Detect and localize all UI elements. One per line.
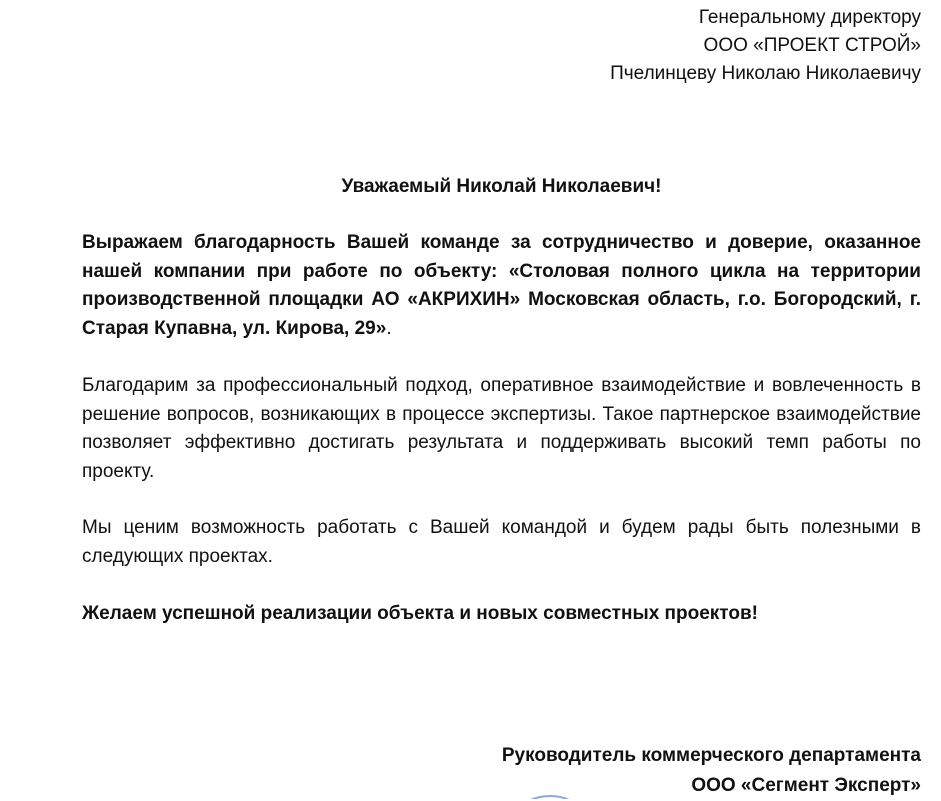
stamp-arc-icon bbox=[500, 788, 610, 799]
future-paragraph: Мы ценим возможность работать с Вашей командой и будем рады быть полезными в следующих проектах. bbox=[82, 517, 921, 567]
salutation: Уважаемый Николай Николаевич! bbox=[341, 176, 662, 197]
addressee-position: Генеральному директору bbox=[698, 7, 921, 28]
signer-position: Руководитель коммерческого департамента bbox=[501, 745, 921, 766]
gratitude-paragraph bbox=[82, 229, 921, 343]
gratitude-tail: . bbox=[386, 317, 392, 339]
addressee-name: Пчелинцеву Николаю Николаевичу bbox=[610, 63, 921, 84]
addressee-company: ООО «ПРОЕКТ СТРОЙ» bbox=[703, 35, 921, 56]
closing-wish: Желаем успешной реализации объекта и новых совместных проектов! bbox=[82, 603, 758, 624]
gratitude-bold-text: Выражаем благодарность Вашей команде за сотрудничество и доверие, оказанное нашей компании при работе по объекту: «Столовая полного цикла на территории производственной площадки АО «АКРИХИН» Московская область, г.о. Богородский, г. Старая Купавна, ул. Кирова, 29» bbox=[82, 232, 921, 339]
approach-paragraph: Благодарим за профессиональный подход, оперативное взаимодействие и вовлеченность в решение вопросов, возникающих в процессе экспертизы. Такое партнерское взаимодействие позволяет эффективно достигать результата и поддерживать высокий темп работы по проекту. bbox=[82, 375, 921, 482]
stamp-edge-icon bbox=[500, 788, 610, 799]
addressee-block bbox=[610, 4, 921, 88]
signer-company: ООО «Сегмент Эксперт» bbox=[691, 775, 921, 796]
